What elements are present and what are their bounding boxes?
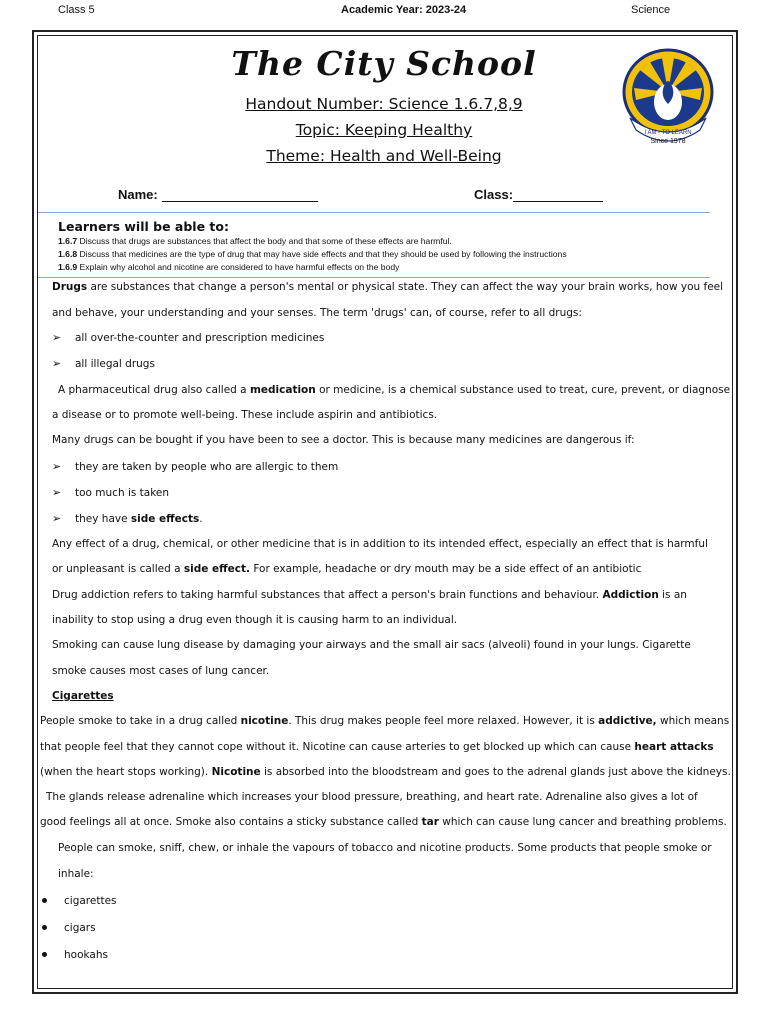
paragraph-line: The glands release adrenaline which increases your blood pressure, breathing, and heart rate. Adrenaline also gives a lot of [46,791,698,803]
paragraph-line: Any effect of a drug, chemical, or other medicine that is in addition to its intended effect, especially an effect that is harmful [52,538,708,550]
paragraph-line: Drugs are substances that change a person's mental or physical state. They can affect the way your brain works, how you feel [52,281,724,293]
arrow-bullet-icon: ➢ [52,460,62,473]
list-item: all over-the-counter and prescription medicines [75,332,325,344]
arrow-bullet-icon: ➢ [52,512,62,525]
divider [38,277,710,278]
name-label: Name: [118,187,158,202]
header-subject: Science [631,4,671,16]
bullet-dot-icon [42,898,47,903]
school-title: The City School [231,44,537,83]
list-item: cigars [64,922,96,934]
arrow-bullet-icon: ➢ [52,357,62,370]
paragraph-line: good feelings all at once. Smoke also contains a sticky substance called tar which can cause lung cancer and breathing problems. [40,816,727,828]
bullet-dot-icon [42,952,47,957]
objective-item: 1.6.9 Explain why alcohol and nicotine are considered to have harmful effects on the body [58,262,400,272]
school-logo [620,46,716,150]
paragraph-line: People can smoke, sniff, chew, or inhale the vapours of tobacco and nicotine products. Some products that people smoke or [58,842,712,854]
paragraph-line: and behave, your understanding and your senses. The term 'drugs' can, of course, refer to all drugs: [52,307,582,319]
header-class: Class 5 [58,4,95,16]
objectives-title: Learners will be able to: [58,219,229,234]
topic-heading: Topic: Keeping Healthy [295,121,473,139]
paragraph-line: inability to stop using a drug even though it is causing harm to an individual. [52,614,458,626]
paragraph-line: a disease or to promote well-being. These include aspirin and antibiotics. [52,409,438,421]
paragraph-line: Smoking can cause lung disease by damaging your airways and the small air sacs (alveoli) found in your lungs. Cigarette [52,639,691,651]
name-field[interactable] [162,201,318,202]
objective-item: 1.6.8 Discuss that medicines are the type of drug that may have side effects and that they should be used by following the instructions [58,249,567,259]
logo-since: Since 1978 [650,138,686,145]
arrow-bullet-icon: ➢ [52,486,62,499]
logo-motto: I AM - TO LEARN [644,130,692,136]
paragraph-line: People smoke to take in a drug called nicotine. This drug makes people feel more relaxed. However, it is addictive, which means [40,715,730,727]
class-label: Class: [474,187,514,202]
paragraph-line: that people feel that they cannot cope without it. Nicotine can cause arteries to get blocked up which can cause heart attacks [40,741,714,753]
paragraph-line: A pharmaceutical drug also called a medication or medicine, is a chemical substance used to treat, cure, prevent, or diagnose [58,384,731,396]
list-item: all illegal drugs [75,358,155,370]
objective-item: 1.6.7 Discuss that drugs are substances that affect the body and that some of these effects are harmful. [58,236,452,246]
divider [38,212,710,213]
paragraph-line: or unpleasant is called a side effect. For example, headache or dry mouth may be a side effect of an antibiotic [52,563,642,575]
paragraph-line: inhale: [58,868,94,880]
list-item: they have side effects. [75,513,203,525]
paragraph-line: (when the heart stops working). Nicotine is absorbed into the bloodstream and goes to the adrenal glands just above the kidneys. [40,766,731,778]
class-field[interactable] [513,201,603,202]
paragraph-line: smoke causes most cases of lung cancer. [52,665,270,677]
list-item: cigarettes [64,895,117,907]
list-item: hookahs [64,949,108,961]
cigarettes-heading: Cigarettes [52,690,114,702]
page-header [0,4,768,20]
handout-number: Handout Number: Science 1.6.7,8,9 [245,95,523,113]
bullet-dot-icon [42,925,47,930]
list-item: too much is taken [75,487,170,499]
paragraph-line: Many drugs can be bought if you have been to see a doctor. This is because many medicines are dangerous if: [52,434,635,446]
list-item: they are taken by people who are allergic to them [75,461,339,473]
arrow-bullet-icon: ➢ [52,331,62,344]
theme-heading: Theme: Health and Well-Being [266,147,502,165]
header-academic-year: Academic Year: 2023-24 [341,4,467,16]
paragraph-line: Drug addiction refers to taking harmful substances that affect a person's brain functions and behaviour. Addiction is an [52,589,687,601]
